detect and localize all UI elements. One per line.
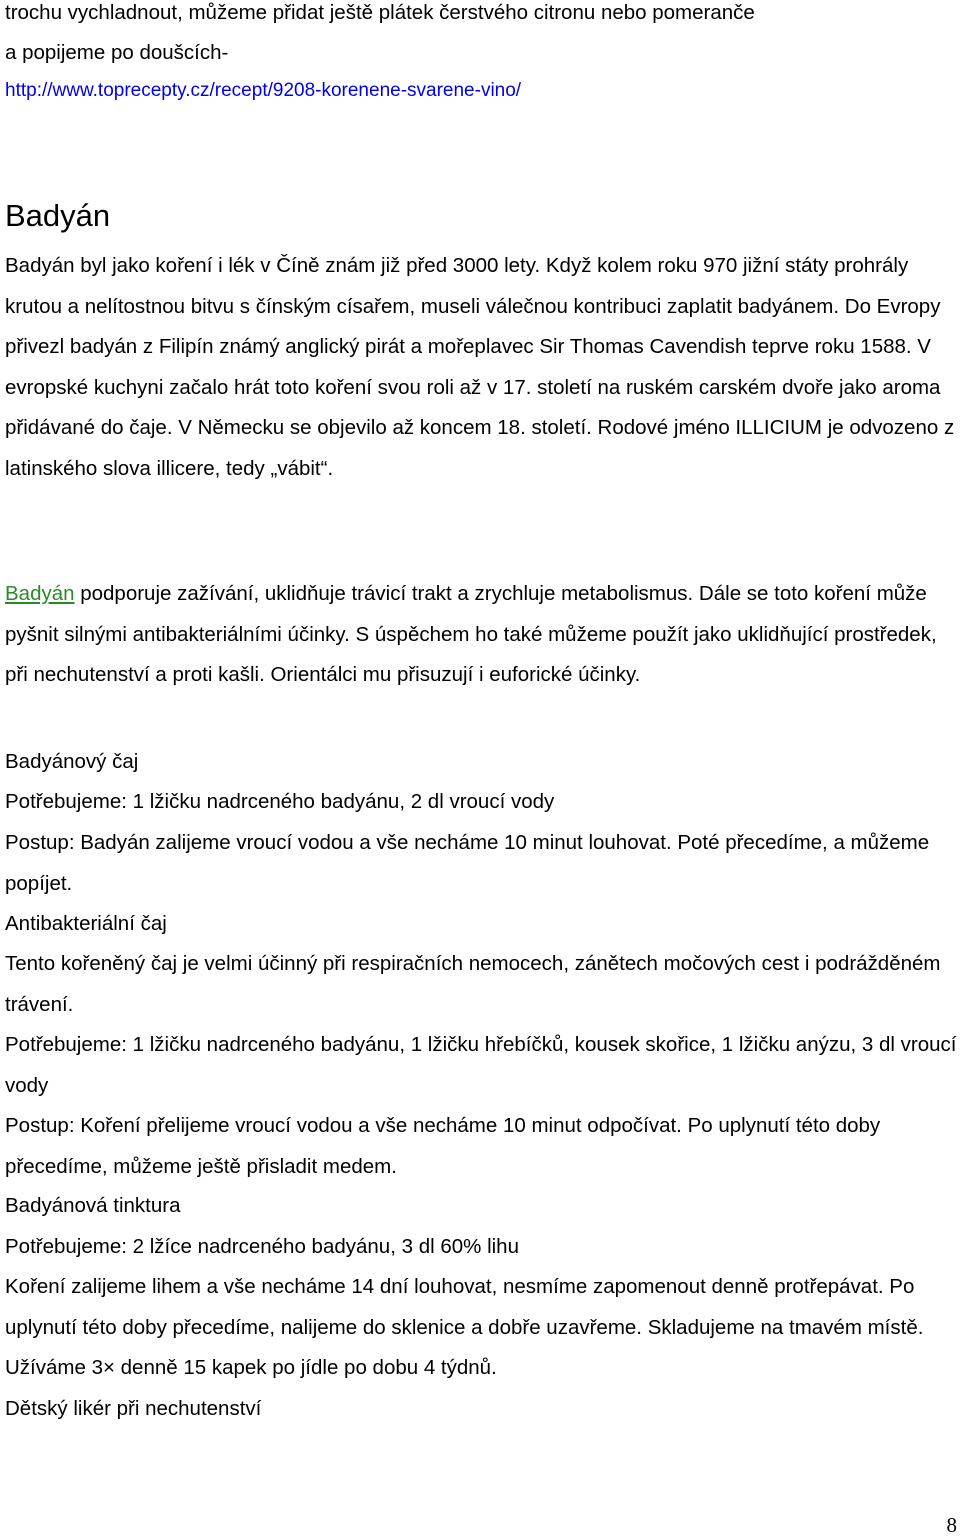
section-title: Badyán bbox=[5, 198, 111, 233]
badyan-link[interactable]: Badyán bbox=[5, 582, 75, 605]
tea-ingredients: Potřebujeme: 1 lžičku nadrceného badyánu, 2 dl vroucí vody bbox=[5, 790, 555, 813]
tincture-title: Badyánová tinktura bbox=[5, 1194, 181, 1217]
benefits-text: podporuje zažívání, uklidňuje trávicí trakt a zrychluje metabolismus. Dále se toto koření může pyšnit silnými antibakteriálními účinky. S úspěchem ho také můžeme použít jako uklidňující prostředek, při nechutenství a proti kašli. Orientálci mu přisuzují i euforické účinky. bbox=[5, 582, 937, 686]
recipe-source-link[interactable]: http://www.toprecepty.cz/recept/9208-korenene-svarene-vino/ bbox=[5, 80, 522, 101]
intro-line-2: a popijeme po doušcích- bbox=[5, 41, 229, 64]
tincture-ingredients: Potřebujeme: 2 lžíce nadrceného badyánu, 3 dl 60% lihu bbox=[5, 1235, 519, 1258]
page-number: 8 bbox=[946, 1513, 957, 1537]
intro-line-1: trochu vychladnout, můžeme přidat ještě plátek čerstvého citronu nebo pomeranče bbox=[5, 1, 755, 24]
antibac-ingredients: Potřebujeme: 1 lžičku nadrceného badyánu, 1 lžičku hřebíčků, kousek skořice, 1 lžičku anýzu, 3 dl vroucí vody bbox=[5, 1033, 957, 1097]
antibac-title: Antibakteriální čaj bbox=[5, 912, 167, 935]
antibac-method: Postup: Koření přelijeme vroucí vodou a vše necháme 10 minut odpočívat. Po uplynutí této doby přecedíme, můžeme ještě přisladit medem. bbox=[5, 1114, 881, 1178]
benefits-paragraph bbox=[5, 574, 960, 696]
tea-title: Badyánový čaj bbox=[5, 750, 139, 773]
antibac-description: Tento kořeněný čaj je velmi účinný při respiračních nemocech, zánětech močových cest i podrážděném trávení. bbox=[5, 952, 941, 1016]
tincture-method: Koření zalijeme lihem a vše necháme 14 dní louhovat, nesmíme zapomenout denně protřepávat. Po uplynutí této doby přecedíme, nalijeme do sklenice a dobře uzavřeme. Skladujeme na tmavém místě. Užíváme 3× denně 15 kapek po jídle po dobu 4 týdnů. bbox=[5, 1275, 924, 1379]
history-paragraph: Badyán byl jako koření i lék v Číně znám již před 3000 lety. Když kolem roku 970 jižní státy prohrály krutou a nelítostnou bitvu s čínským císařem, museli válečnou kontribuci zaplatit badyánem. Do Evropy přivezl badyán z Filipín známý anglický pirát a mořeplavec Sir Thomas Cavendish teprve roku 1588. V evropské kuchyni začalo hrát toto koření svou roli až v 17. století na ruském carském dvoře jako aroma přidávané do čaje. V Německu se objevilo až koncem 18. století. Rodové jméno ILLICIUM je odvozeno z latinského slova illicere, tedy „vábit“. bbox=[5, 254, 955, 480]
liqueur-title: Dětský likér při nechutenství bbox=[5, 1397, 262, 1420]
tea-method: Postup: Badyán zalijeme vroucí vodou a vše necháme 10 minut louhovat. Poté přecedíme, a můžeme popíjet. bbox=[5, 831, 930, 895]
